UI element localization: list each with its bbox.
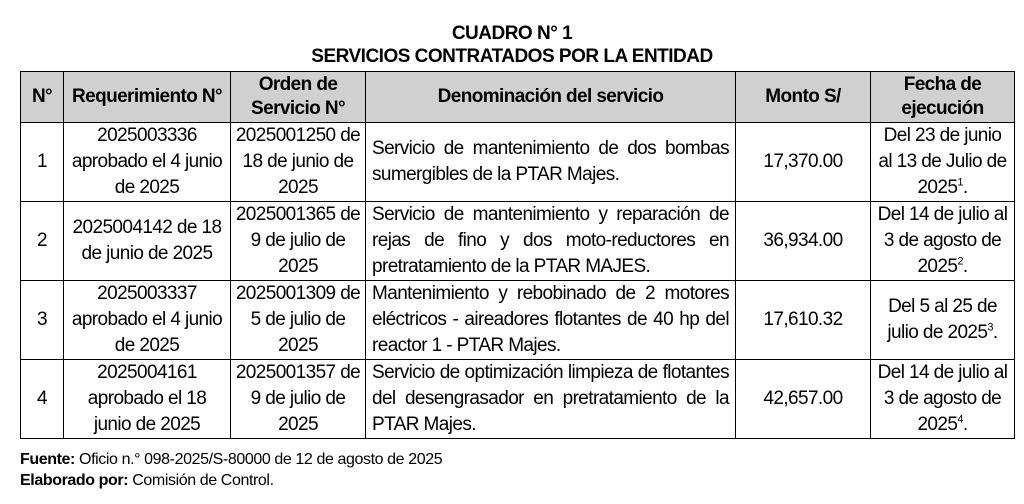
cell-monto-text: 17,370.00 xyxy=(763,151,843,172)
cell-monto-text: 42,657.00 xyxy=(763,388,843,409)
header-requerimiento: Requerimiento N° xyxy=(64,72,231,123)
cell-denominacion-text: Servicio de mantenimiento de dos bombas sumergibles de la PTAR Majes. xyxy=(372,138,729,185)
cell-fecha-text: Del 23 de junio al 13 de Julio de 2025 xyxy=(878,125,1007,198)
cell-requerimiento xyxy=(64,360,231,439)
footnote-ref: 4 xyxy=(957,413,963,426)
cell-denominacion xyxy=(366,281,736,360)
header-denominacion: Denominación del servicio xyxy=(366,72,736,123)
cell-requerimiento-text: 2025004142 de 18 de junio de 2025 xyxy=(72,217,222,264)
header-orden: Orden de Servicio N° xyxy=(231,72,366,123)
cell-orden-text: 2025001365 de 9 de julio de 2025 xyxy=(235,204,361,277)
header-monto: Monto S/ xyxy=(736,72,871,123)
cell-fecha: Del 23 de junio al 13 de Julio de 2025$^1$. xyxy=(871,123,1015,202)
header-n: N° xyxy=(21,72,64,123)
cell-fecha-text: Del 5 al 25 de julio de 2025 xyxy=(887,296,997,343)
cell-denominacion xyxy=(366,360,736,439)
cell-orden xyxy=(231,202,366,281)
footer-elaborado xyxy=(20,472,274,490)
table-title: CUADRO N° 1 xyxy=(451,23,573,44)
source-text: Oficio n.° 098-2025/S-80000 de 12 de agosto de 2025 xyxy=(74,451,443,468)
cell-requerimiento-text: 2025003336 aprobado el 4 junio de 2025 xyxy=(71,125,223,198)
cell-fecha-text: Del 14 de julio al 3 de agosto de 2025 xyxy=(877,362,1008,435)
cell-denominacion xyxy=(366,202,736,281)
cell-n xyxy=(21,202,64,281)
cell-n-text: 3 xyxy=(37,309,47,330)
services-table xyxy=(20,71,1015,439)
cell-n-text: 4 xyxy=(37,388,47,409)
cell-orden xyxy=(231,360,366,439)
cell-monto xyxy=(736,202,871,281)
footer-source xyxy=(20,451,442,469)
cell-n xyxy=(21,123,64,202)
footnote-ref: 1 xyxy=(957,176,963,189)
cell-monto-text: 17,610.32 xyxy=(763,309,843,330)
cell-denominacion-text: Mantenimiento y rebobinado de 2 motores eléctricos - aireadores flotantes de 40 hp del reactor 1 - PTAR Majes. xyxy=(372,283,729,356)
cell-requerimiento-text: 2025003337 aprobado el 4 junio de 2025 xyxy=(71,283,223,356)
cell-n-text: 2 xyxy=(37,230,47,251)
cell-orden-text: 2025001250 de 18 de junio de 2025 xyxy=(235,125,361,198)
cell-monto xyxy=(736,123,871,202)
cell-requerimiento xyxy=(64,281,231,360)
footnote-ref: 3 xyxy=(987,321,993,334)
cell-n xyxy=(21,281,64,360)
table-subtitle: SERVICIOS CONTRATADOS POR LA ENTIDAD xyxy=(311,46,713,67)
cell-requerimiento xyxy=(64,123,231,202)
cell-n-text: 1 xyxy=(37,151,47,172)
cell-monto-text: 36,934.00 xyxy=(763,230,843,251)
cell-monto xyxy=(736,281,871,360)
elaborado-label: Elaborado por: xyxy=(20,472,129,489)
cell-requerimiento-text: 2025004161 aprobado el 18 junio de 2025 xyxy=(87,362,207,435)
elaborado-text: Comisión de Control. xyxy=(128,472,274,489)
cell-denominacion xyxy=(366,123,736,202)
source-label: Fuente: xyxy=(20,451,75,468)
table-row xyxy=(21,360,1015,439)
cell-orden-text: 2025001357 de 9 de julio de 2025 xyxy=(235,362,361,435)
footnote-ref: 2 xyxy=(957,255,963,268)
cell-n xyxy=(21,360,64,439)
cell-monto xyxy=(736,360,871,439)
cell-denominacion-text: Servicio de mantenimiento y reparación de rejas de fino y dos moto-reductores en pretratamiento de la PTAR MAJES. xyxy=(372,204,729,277)
cell-fecha: Del 5 al 25 de julio de 2025$^3$. xyxy=(871,281,1015,360)
cell-requerimiento xyxy=(64,202,231,281)
table-row xyxy=(21,281,1015,360)
cell-orden-text: 2025001309 de 5 de julio de 2025 xyxy=(235,283,361,356)
cell-orden xyxy=(231,281,366,360)
cell-fecha: Del 14 de julio al 3 de agosto de 2025$^4$. xyxy=(871,360,1015,439)
cell-fecha-text: Del 14 de julio al 3 de agosto de 2025 xyxy=(877,204,1008,277)
table-row xyxy=(21,123,1015,202)
cell-denominacion-text: Servicio de optimización limpieza de flotantes del desengrasador en pretratamiento de la PTAR Majes. xyxy=(372,362,729,435)
cell-fecha: Del 14 de julio al 3 de agosto de 2025$^2$. xyxy=(871,202,1015,281)
header-fecha: Fecha de ejecución xyxy=(871,72,1015,123)
table-row xyxy=(21,202,1015,281)
cell-orden xyxy=(231,123,366,202)
